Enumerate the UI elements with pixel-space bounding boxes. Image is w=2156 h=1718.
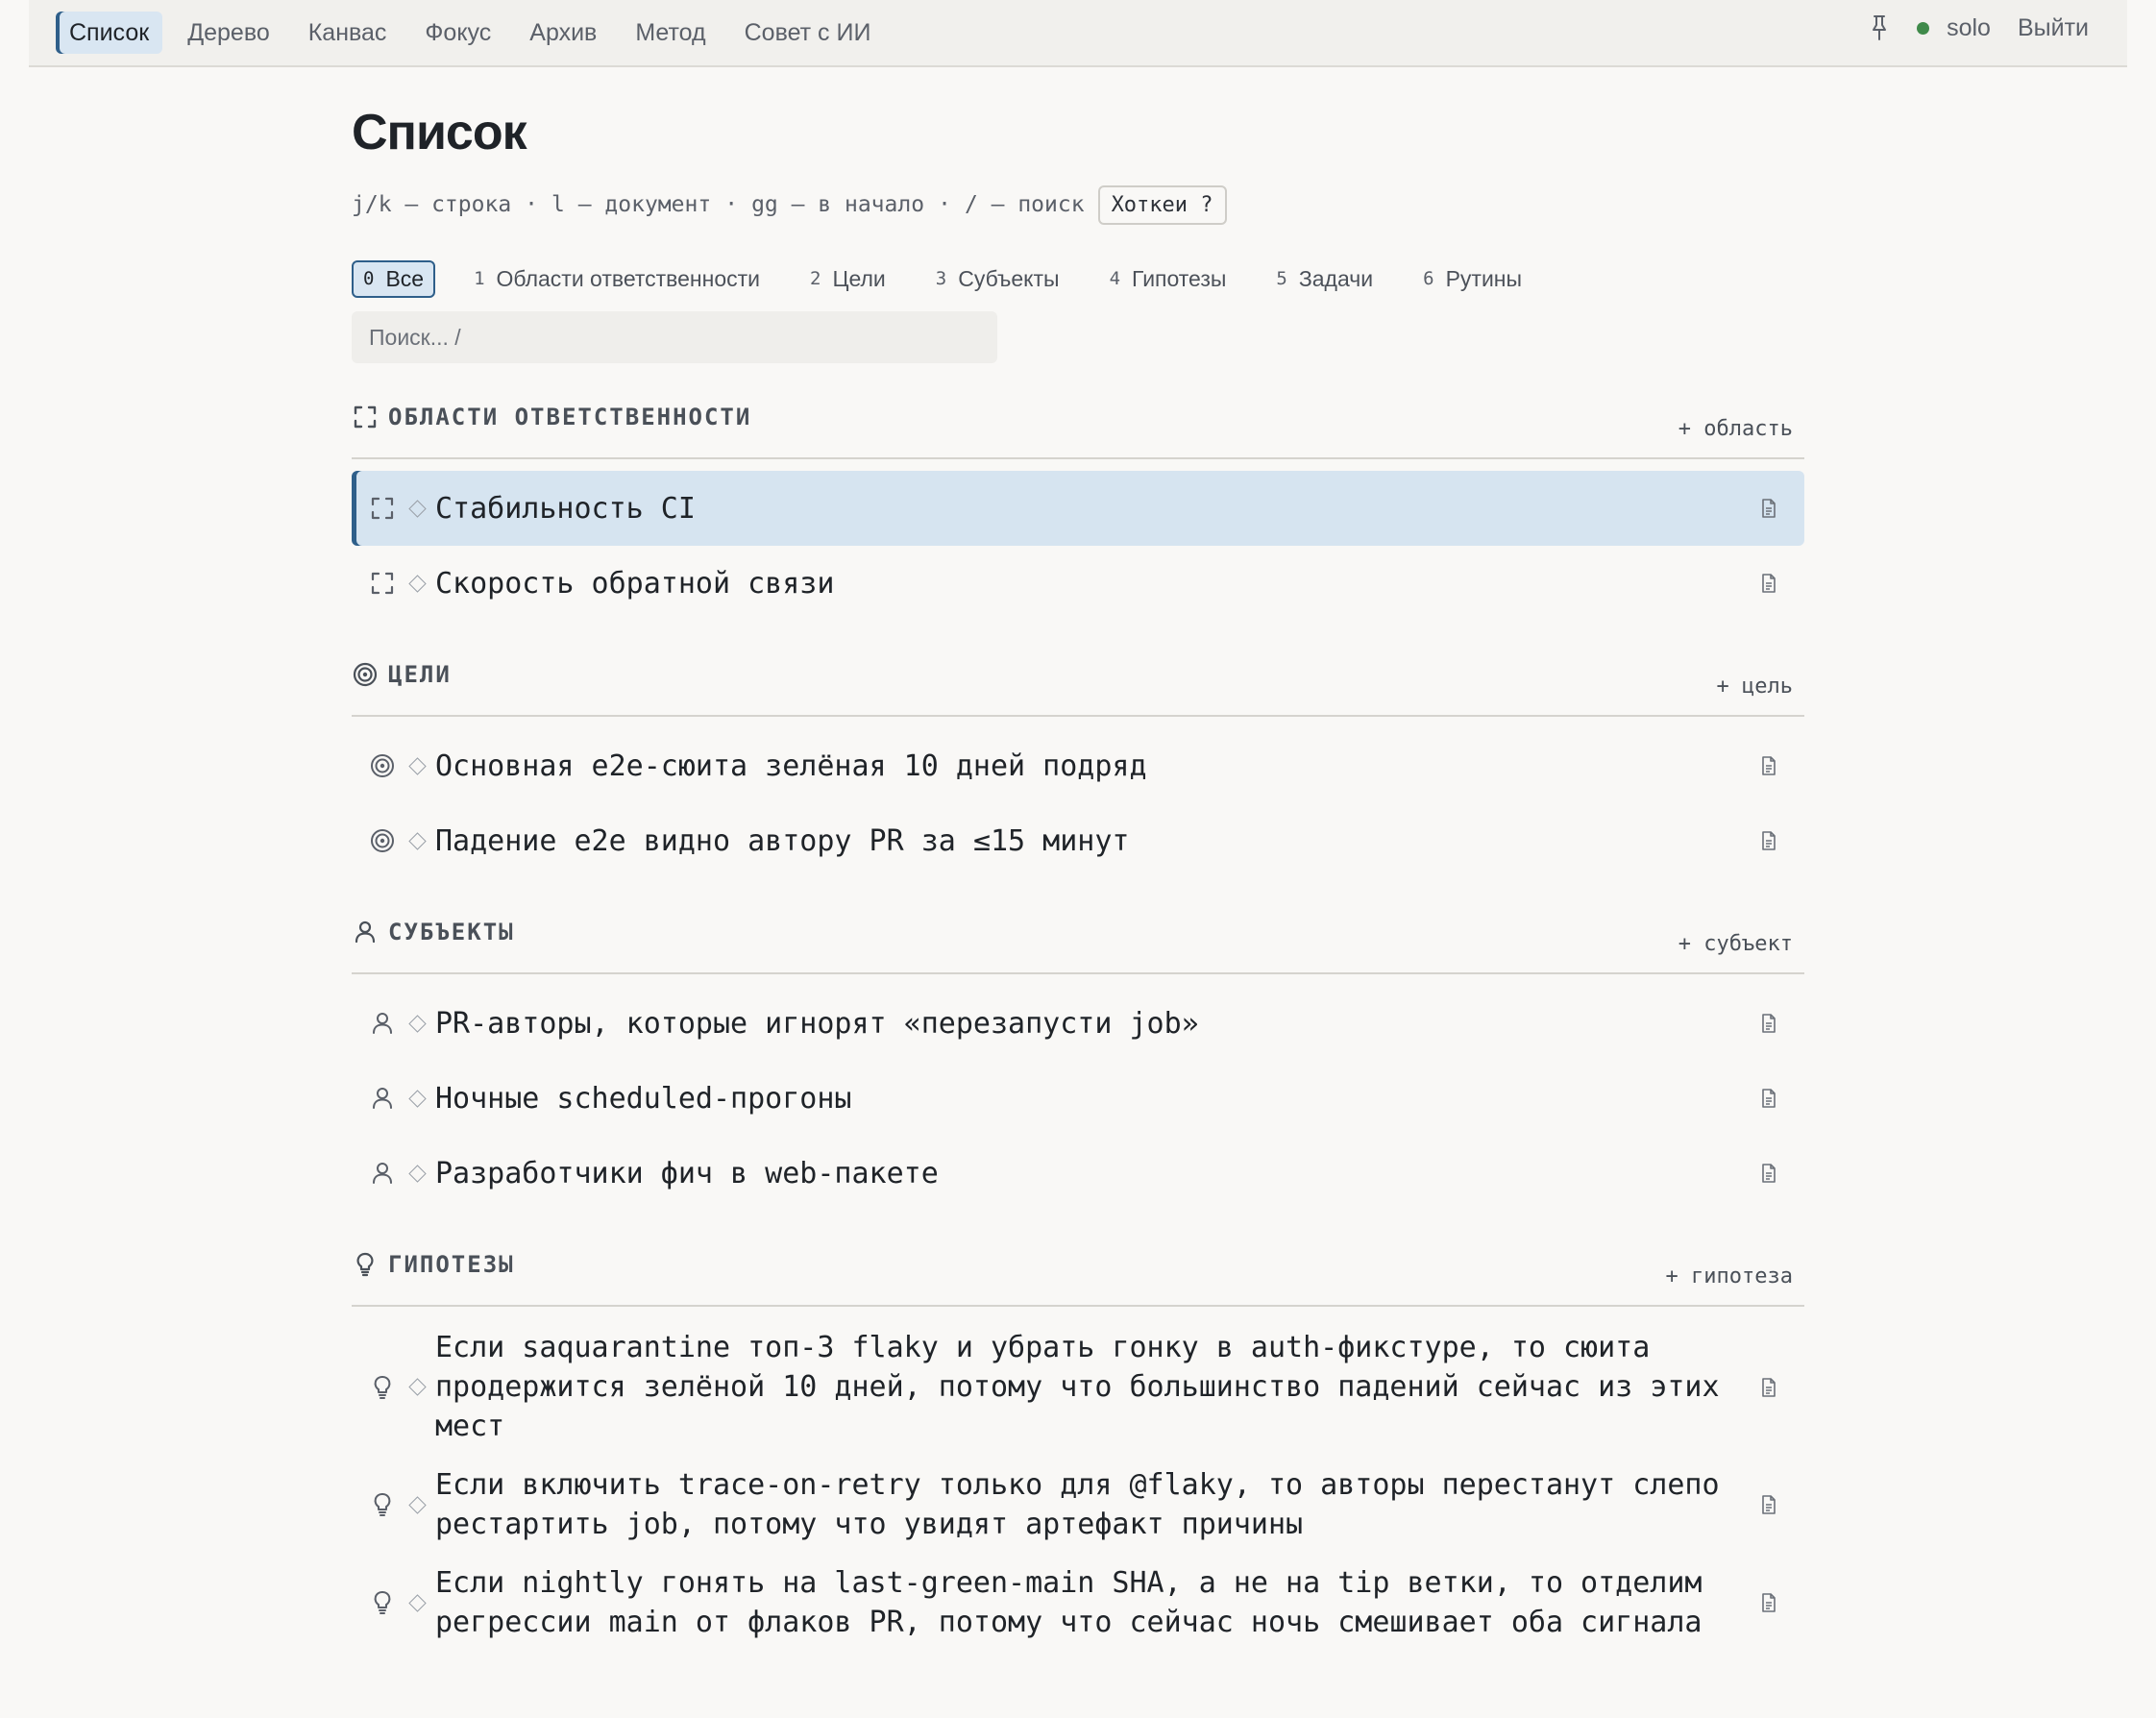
- add-area-button[interactable]: + область: [1678, 417, 1793, 441]
- item-title: Если включить trace-on-retry только для @flaky, то авторы перестанут слепо рестартить job, потому что увидят артефакт причины: [435, 1468, 1720, 1541]
- online-status-dot: [1917, 22, 1929, 35]
- section-goals: [352, 661, 1804, 878]
- nav-tab-canvas[interactable]: Канвас: [307, 19, 387, 46]
- hint-search: / — поиск: [964, 192, 1085, 217]
- target-icon: [367, 750, 398, 781]
- user-indicator: [1917, 14, 1991, 42]
- hint-separator: ·: [938, 192, 951, 217]
- document-icon[interactable]: [1758, 571, 1779, 596]
- person-icon: [352, 919, 379, 945]
- section-header: [352, 661, 1804, 717]
- filter-goals[interactable]: [798, 260, 897, 298]
- lightbulb-icon: [352, 1251, 379, 1278]
- list-item[interactable]: [352, 1456, 1804, 1554]
- lightbulb-icon: [367, 1587, 398, 1618]
- filter-label: Все: [385, 265, 425, 291]
- search-input[interactable]: [352, 311, 997, 363]
- filter-routines[interactable]: [1411, 260, 1533, 298]
- document-icon[interactable]: [1758, 1375, 1779, 1400]
- type-filters: [352, 259, 1804, 298]
- filter-all[interactable]: [352, 260, 435, 298]
- item-title: Стабильность CI: [435, 491, 696, 526]
- item-title: Основная e2e-сюита зелёная 10 дней подряд: [435, 749, 1147, 783]
- target-icon: [352, 661, 379, 688]
- document-icon[interactable]: [1758, 1492, 1779, 1517]
- section-areas: [352, 404, 1804, 621]
- target-icon: [367, 825, 398, 856]
- list-item[interactable]: [352, 1061, 1804, 1136]
- hint-document: l — документ: [551, 192, 712, 217]
- item-title: Разработчики фич в web-пакете: [435, 1156, 939, 1190]
- section-subjects: [352, 919, 1804, 1211]
- list-item[interactable]: [352, 471, 1804, 546]
- filter-subjects[interactable]: [924, 260, 1071, 298]
- hint-go-top: gg — в начало: [751, 192, 925, 217]
- add-hypothesis-button[interactable]: + гипотеза: [1665, 1264, 1793, 1288]
- item-title: Скорость обратной связи: [435, 566, 835, 601]
- focus-frame-icon: [367, 493, 398, 524]
- section-title-wrap: [352, 404, 751, 430]
- diamond-icon: [408, 575, 426, 592]
- hotkeys-button[interactable]: Хоткеи ?: [1098, 185, 1227, 225]
- item-title: Если nightly гонять на last-green-main SHA, а не на tip ветки, то отделим регрессии main от флаков PR, потому что сейчас ночь смешивает оба сигнала: [435, 1566, 1703, 1639]
- list-item[interactable]: [352, 728, 1804, 803]
- document-icon[interactable]: [1758, 753, 1779, 778]
- lightbulb-icon: [367, 1372, 398, 1403]
- filter-areas[interactable]: [462, 260, 772, 298]
- filter-hypotheses[interactable]: [1098, 260, 1238, 298]
- filter-label: Задачи: [1298, 265, 1374, 291]
- diamond-icon: [408, 1594, 426, 1611]
- pin-icon[interactable]: [1869, 13, 1890, 42]
- section-title-wrap: [352, 661, 452, 688]
- nav-tab-ai-advice[interactable]: Совет с ИИ: [744, 19, 871, 46]
- person-icon: [367, 1158, 398, 1189]
- filter-shortcut: 1: [474, 268, 485, 289]
- add-goal-button[interactable]: + цель: [1716, 675, 1793, 699]
- list-item[interactable]: [352, 803, 1804, 878]
- person-icon: [367, 1083, 398, 1114]
- filter-label: Цели: [832, 265, 886, 291]
- focus-frame-icon: [352, 404, 379, 430]
- section-header: [352, 404, 1804, 459]
- section-title: ОБЛАСТИ ОТВЕТСТВЕННОСТИ: [388, 404, 752, 430]
- section-title: ЦЕЛИ: [388, 661, 452, 688]
- filter-shortcut: 3: [935, 268, 947, 289]
- hint-separator: ·: [724, 192, 739, 217]
- document-icon[interactable]: [1758, 828, 1779, 853]
- filter-shortcut: 2: [810, 268, 821, 289]
- section-header: [352, 919, 1804, 974]
- section-title: ГИПОТЕЗЫ: [388, 1251, 515, 1278]
- filter-shortcut: 0: [363, 268, 375, 289]
- item-title: Падение e2e видно автору PR за ≤15 минут: [435, 823, 1130, 858]
- list-item[interactable]: [352, 546, 1804, 621]
- top-bar: [29, 0, 2127, 67]
- filter-label: Области ответственности: [496, 265, 761, 291]
- logout-button[interactable]: Выйти: [2017, 13, 2089, 41]
- focus-frame-icon: [367, 568, 398, 599]
- list-item[interactable]: [352, 1554, 1804, 1652]
- item-title: PR-авторы, которые игнорят «перезапусти job»: [435, 1006, 1199, 1041]
- item-title: Если saquarantine топ-3 flaky и убрать гонку в auth-фикстуре, то сюита продержится зелёной 10 дней, потому что большинство падений сейчас из этих мест: [435, 1331, 1720, 1443]
- nav-tab-list[interactable]: Список: [56, 12, 162, 54]
- page-title: Список: [352, 105, 527, 160]
- document-icon[interactable]: [1758, 496, 1779, 521]
- section-header: [352, 1251, 1804, 1307]
- list-item[interactable]: [352, 1136, 1804, 1211]
- person-icon: [367, 1008, 398, 1039]
- nav-tab-focus[interactable]: Фокус: [425, 19, 492, 46]
- filter-label: Рутины: [1445, 265, 1523, 291]
- section-hypotheses: [352, 1251, 1804, 1652]
- hint-separator: ·: [525, 192, 539, 217]
- filter-label: Субъекты: [958, 265, 1060, 291]
- section-title-wrap: [352, 1251, 515, 1278]
- add-subject-button[interactable]: + субъект: [1678, 932, 1793, 956]
- filter-label: Гипотезы: [1132, 265, 1227, 291]
- document-icon[interactable]: [1758, 1161, 1779, 1186]
- list-item[interactable]: [352, 986, 1804, 1061]
- nav-tab-archive[interactable]: Архив: [529, 19, 598, 46]
- filter-shortcut: 5: [1276, 268, 1287, 289]
- nav-tab-method[interactable]: Метод: [635, 19, 706, 46]
- main-content: [352, 65, 1804, 1652]
- diamond-icon: [408, 1378, 426, 1395]
- filter-tasks[interactable]: [1264, 260, 1384, 298]
- section-title-wrap: [352, 919, 515, 945]
- diamond-icon: [408, 500, 426, 517]
- nav-tab-tree[interactable]: Дерево: [187, 19, 270, 46]
- filter-shortcut: 4: [1109, 268, 1121, 289]
- document-icon[interactable]: [1758, 1011, 1779, 1036]
- document-icon[interactable]: [1758, 1590, 1779, 1615]
- diamond-icon: [408, 1015, 426, 1032]
- document-icon[interactable]: [1758, 1086, 1779, 1111]
- main-nav: [56, 12, 884, 54]
- diamond-icon: [408, 832, 426, 849]
- list-item[interactable]: [352, 1318, 1804, 1456]
- hint-row-nav: j/k — строка: [352, 192, 512, 217]
- keyboard-hints: [352, 183, 1804, 227]
- diamond-icon: [408, 1165, 426, 1182]
- filter-shortcut: 6: [1423, 268, 1434, 289]
- user-name: solo: [1947, 13, 1991, 41]
- lightbulb-icon: [367, 1489, 398, 1520]
- section-title: СУБЪЕКТЫ: [388, 919, 515, 945]
- diamond-icon: [408, 757, 426, 774]
- diamond-icon: [408, 1496, 426, 1513]
- diamond-icon: [408, 1090, 426, 1107]
- item-title: Ночные scheduled-прогоны: [435, 1081, 852, 1116]
